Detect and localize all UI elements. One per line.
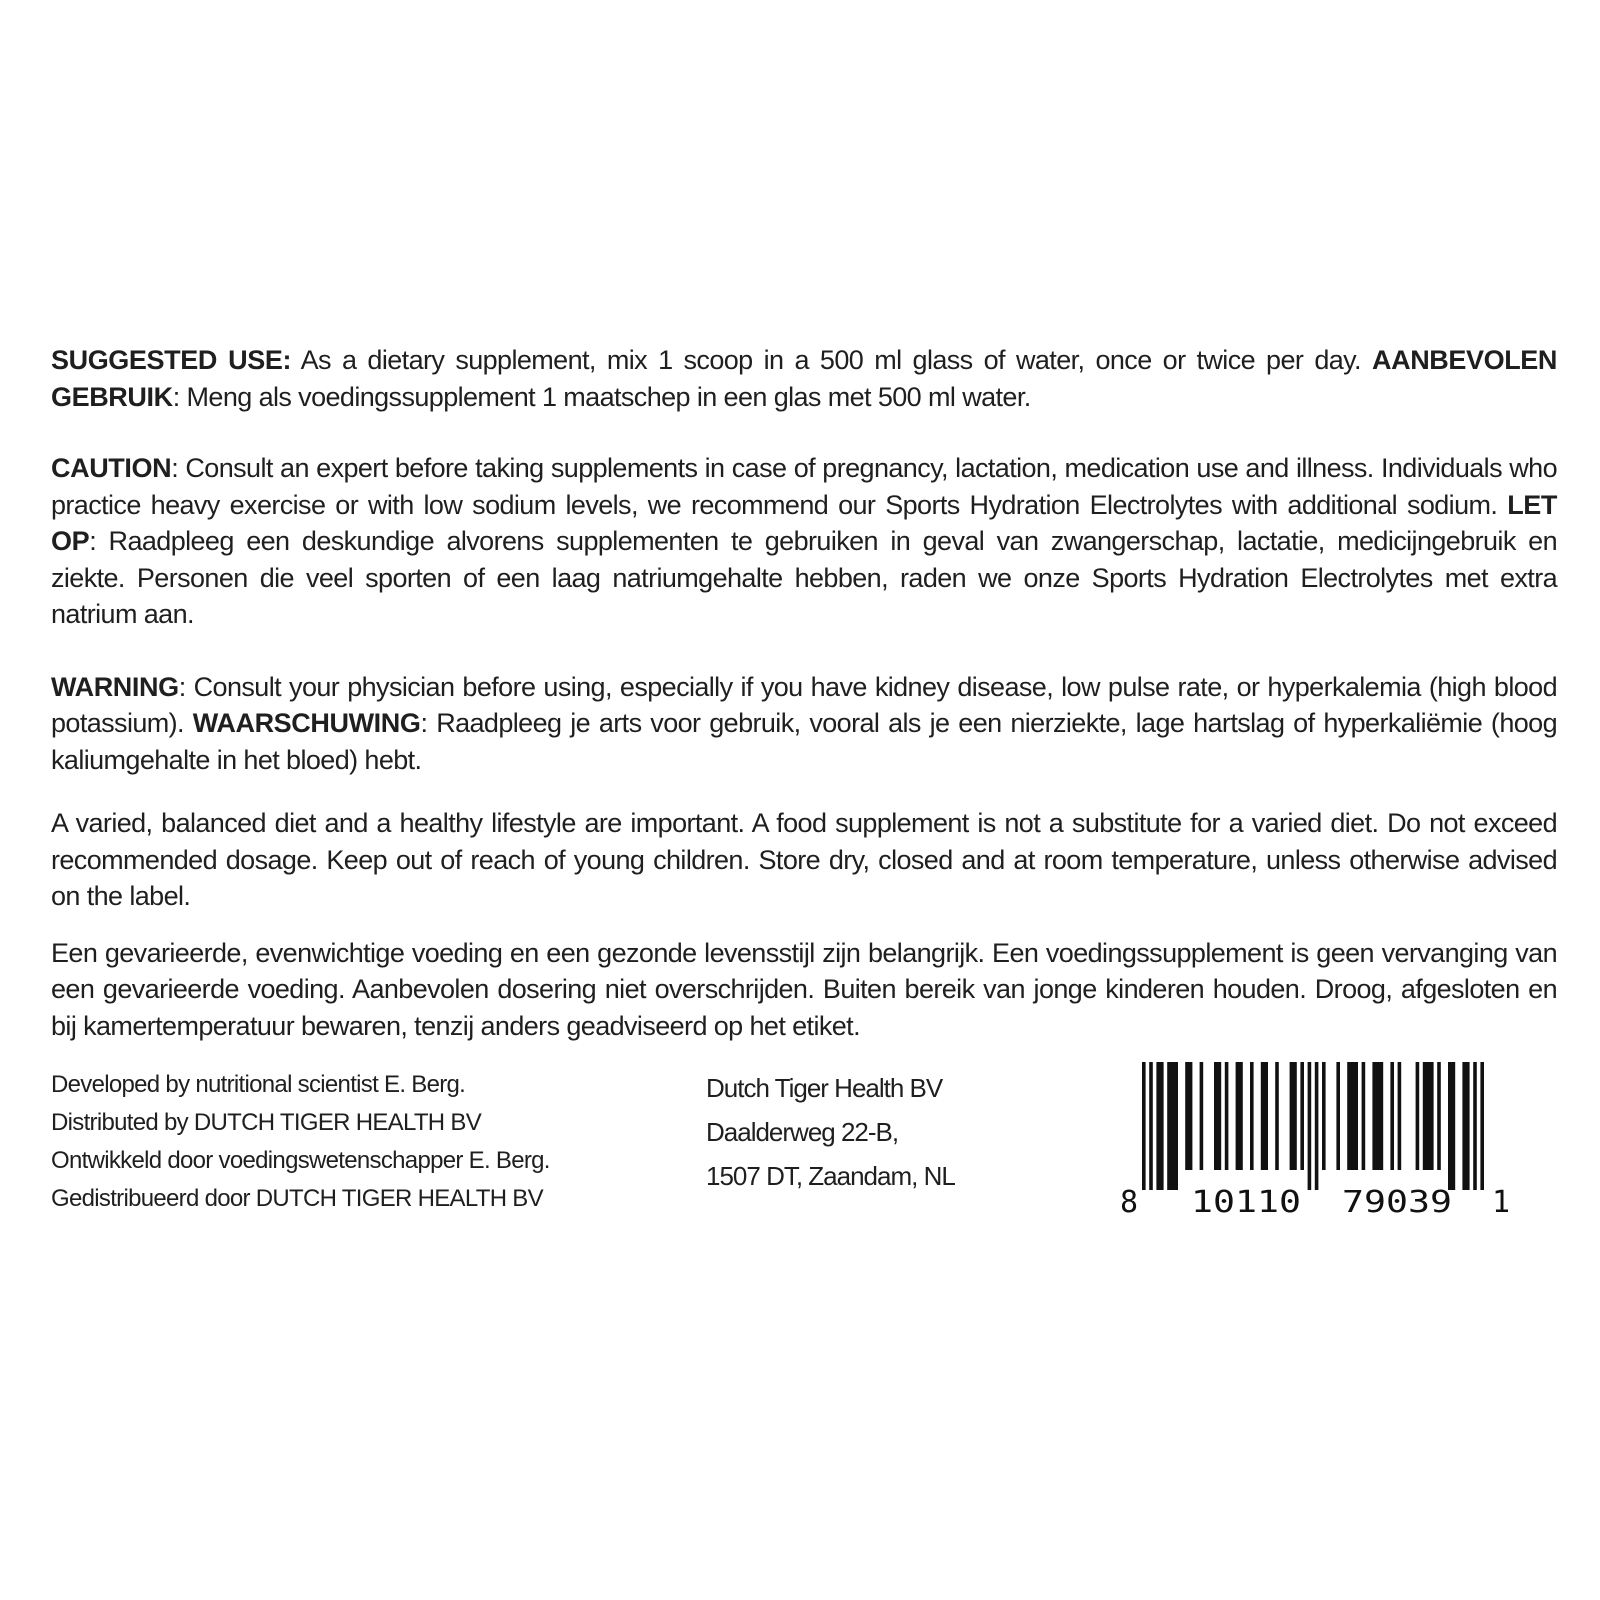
suggested-use-paragraph	[51, 342, 1557, 415]
aanbevolen-gebruik-heading: AANBEVOLEN GEBRUIK	[51, 345, 1558, 412]
barcode-bar	[1347, 1062, 1358, 1170]
credit-line: Ontwikkeld door voedingswetenschapper E. Berg.	[51, 1147, 550, 1174]
barcode-bar	[1149, 1062, 1153, 1190]
barcode-bar	[1390, 1062, 1394, 1170]
caution-paragraph	[51, 450, 1557, 633]
let-op-text: : Raadpleeg een deskundige alvorens supplementen te gebruiken in geval van zwangerschap, lactatie, medicijngebruik en ziekte. Personen die veel sporten of een laag natriumgehalte hebben, raden we onze Sports Hydration Electrolytes met extra natrium aan.	[51, 526, 1557, 629]
barcode-bar	[1250, 1062, 1254, 1170]
barcode-bar	[1200, 1062, 1204, 1170]
barcode-bar	[1398, 1062, 1402, 1170]
barcode-bar	[1167, 1062, 1178, 1190]
credit-line: Gedistribueerd door DUTCH TIGER HEALTH BV	[51, 1185, 543, 1212]
warning-heading: WARNING	[51, 671, 179, 702]
barcode-bar	[1416, 1062, 1420, 1170]
barcode-bar	[1236, 1062, 1243, 1170]
barcode-bar	[1225, 1062, 1229, 1170]
company-name: Dutch Tiger Health BV	[706, 1073, 943, 1103]
barcode-bars	[1142, 1062, 1484, 1190]
suggested-use-heading: SUGGESTED USE:	[51, 345, 292, 375]
aanbevolen-gebruik-text: : Meng als voedingssupplement 1 maatschep in een glas met 500 ml water.	[172, 381, 1031, 412]
barcode-bar	[1142, 1062, 1146, 1190]
general-advice-nl: Een gevarieerde, evenwichtige voeding en een gezonde levensstijl zijn belangrijk. Een voedingssupplement is geen vervanging van een gevarieerde voeding. Aanbevolen dosering niet overschrijden. Buiten bereik van jonge kinderen houden. Droog, afgesloten en bij kamertemperatuur bewaren, tenzij anders geadviseerd op het etiket.	[51, 937, 1557, 1041]
waarschuwing-text: : Raadpleeg je arts voor gebruik, vooral als je een nierziekte, lage hartslag of hyperkaliëmie (hoog kaliumgehalte in het bloed) hebt.	[51, 708, 1557, 775]
street-address: Daalderweg 22-B,	[706, 1117, 899, 1147]
credit-line: Developed by nutritional scientist E. Berg.	[51, 1071, 466, 1098]
barcode-bar	[1315, 1062, 1319, 1190]
address-block	[706, 1066, 1066, 1198]
barcode-bar	[1322, 1062, 1326, 1170]
barcode-left-group: 10110	[1191, 1185, 1301, 1220]
barcode-bar	[1275, 1062, 1279, 1170]
caution-heading: CAUTION	[51, 453, 172, 483]
barcode-bar	[1290, 1062, 1297, 1170]
barcode-bar	[1437, 1062, 1441, 1170]
barcode-bar	[1214, 1062, 1221, 1170]
barcode-bar	[1372, 1062, 1383, 1170]
credits-block	[51, 1066, 671, 1218]
barcode-bar	[1156, 1062, 1163, 1190]
barcode-bar	[1300, 1062, 1304, 1170]
barcode-bar	[1448, 1062, 1455, 1190]
caution-text: : Consult an expert before taking supplements in case of pregnancy, lactation, medication use and illness. Individuals who practice heavy exercise or with low sodium levels, we recommend our Sports Hydration Electrolytes with additional sodium.	[51, 453, 1557, 520]
barcode-bar	[1308, 1062, 1312, 1190]
barcode-bar	[1336, 1062, 1340, 1170]
barcode-right-group: 79039	[1342, 1185, 1452, 1220]
barcode-bar	[1473, 1062, 1477, 1190]
warning-text: : Consult your physician before using, especially if you have kidney disease, low pulse rate, or hyperkalemia (high blood potassium).	[51, 671, 1557, 738]
barcode-bar	[1261, 1062, 1268, 1170]
barcode-check-digit: 1	[1492, 1185, 1511, 1220]
general-advice-en: A varied, balanced diet and a healthy lifestyle are important. A food supplement is not a substitute for a varied diet. Do not exceed recommended dosage. Keep out of reach of young children. Store dry, closed and at room temperature, unless otherwise advised on the label.	[51, 808, 1557, 911]
suggested-use-text: As a dietary supplement, mix 1 scoop in a 500 ml glass of water, once or twice per day.	[291, 345, 1372, 375]
barcode-bar	[1462, 1062, 1469, 1190]
barcode-bar	[1480, 1062, 1484, 1190]
credit-line: Distributed by DUTCH TIGER HEALTH BV	[51, 1109, 482, 1136]
barcode	[1120, 1062, 1560, 1232]
barcode-number-system: 8	[1120, 1185, 1139, 1220]
barcode-bar	[1362, 1062, 1366, 1170]
label-text-block	[51, 342, 1557, 1044]
waarschuwing-heading: WAARSCHUWING	[192, 708, 421, 738]
postal-city: 1507 DT, Zaandam, NL	[706, 1161, 955, 1191]
barcode-bar	[1185, 1062, 1192, 1170]
warning-paragraph	[51, 669, 1557, 779]
barcode-bar	[1423, 1062, 1434, 1170]
let-op-heading: LET OP	[51, 489, 1557, 556]
